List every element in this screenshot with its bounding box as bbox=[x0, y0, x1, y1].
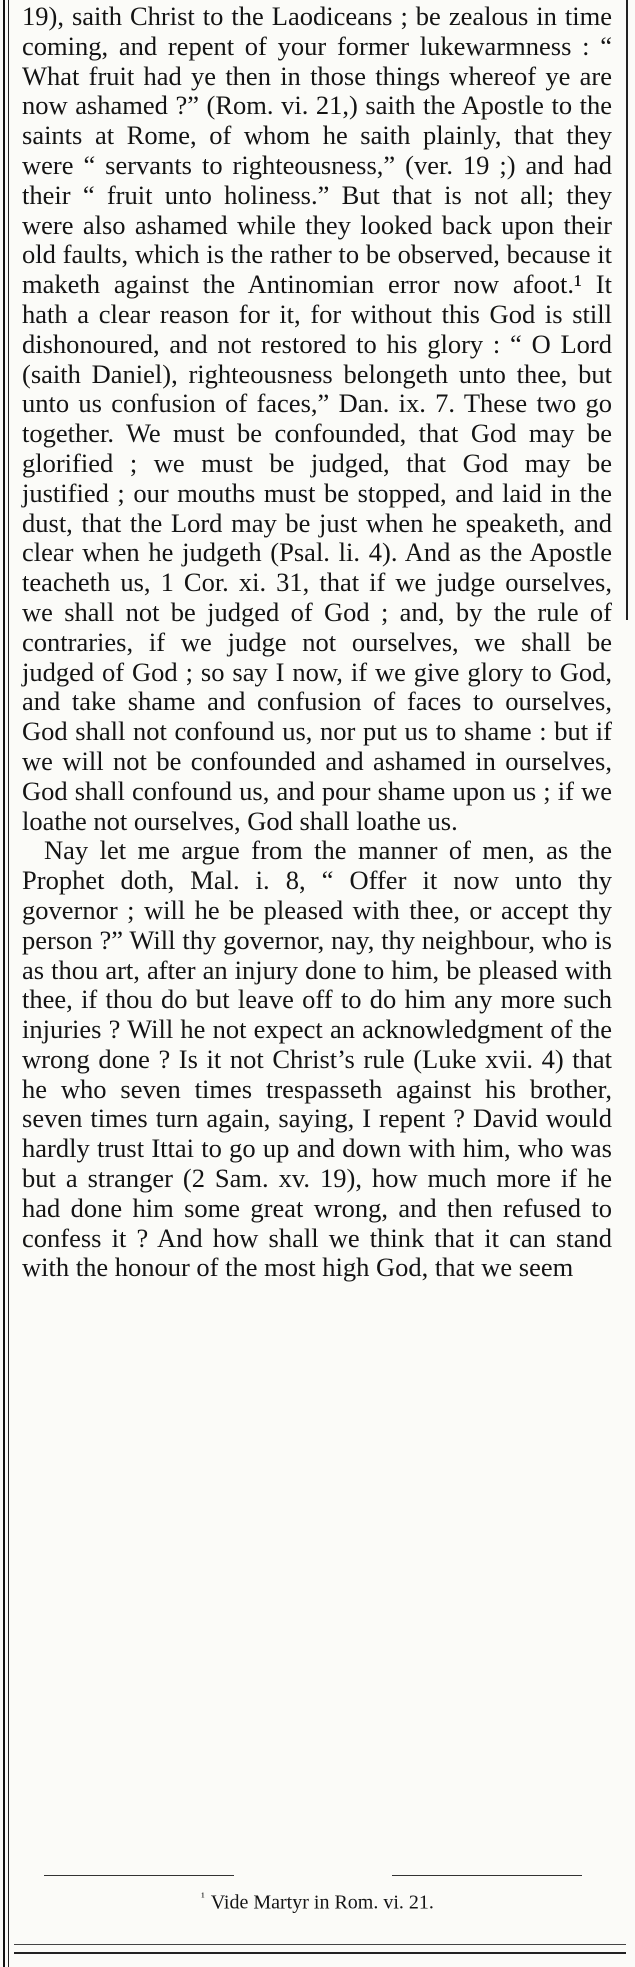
right-column-rule bbox=[626, 0, 628, 620]
bottom-rule-thick bbox=[14, 1952, 626, 1954]
bottom-rule-thin bbox=[14, 1944, 626, 1945]
text-column bbox=[22, 2, 612, 1283]
paragraph-1: 19), saith Christ to the Laodiceans ; be zealous in time coming, and repent of your former lukewarmness : “ What fruit had ye then in those things whereof ye are now ashamed ?” (Rom. vi. 21,) saith the Apostle to the saints at Rome, of whom he saith plainly, that they were “ servants to righteousness,” (ver. 19 ;) and had their “ fruit unto holiness.” But that is not all; they were also ashamed while they looked back upon their old faults, which is the rather to be observed, because it maketh against the Antinomian error now afoot.¹ It hath a clear reason for it, for without this God is still dishonoured, and not restored to his glory : “ O Lord (saith Daniel), righteousness belongeth unto thee, but unto us confusion of faces,” Dan. ix. 7. These two go together. We must be confounded, that God may be glorified ; we must be judged, that God may be justified ; our mouths must be stopped, and laid in the dust, that the Lord may be just when he speaketh, and clear when he judgeth (Psal. li. 4). And as the Apostle teacheth us, 1 Cor. xi. 31, that if we judge ourselves, we shall not be judged of God ; and, by the rule of contraries, if we judge not ourselves, we shall be judged of God ; so say I now, if we give glory to God, and take shame and confusion of faces to ourselves, God shall not confound us, nor put us to shame : but if we will not be confounded and ashamed in ourselves, God shall confound us, and pour shame upon us ; if we loathe not ourselves, God shall loathe us. bbox=[22, 1, 612, 836]
left-inner-rule bbox=[8, 0, 9, 1967]
footnote bbox=[0, 1890, 635, 1915]
left-border-rule bbox=[3, 0, 5, 1967]
footnote-rule-right bbox=[392, 1875, 582, 1876]
paragraph-2: Nay let me argue from the manner of men, as the Prophet doth, Mal. i. 8, “ Offer it now unto thy governor ; will he be pleased with thee, or accept thy person ?” Will thy governor, nay, thy neighbour, who is as thou art, after an injury done to him, be pleased with thee, if thou do but leave off to do him any more such injuries ? Will he not expect an acknowledgment of the wrong done ? Is it not Christ’s rule (Luke xvii. 4) that he who seven times trespasseth against his brother, seven times turn again, saying, I repent ? David would hardly trust Ittai to go up and down with him, who was but a stranger (2 Sam. xv. 19), how much more if he had done him some great wrong, and then refused to confess it ? And how shall we think that it can stand with the honour of the most high God, that we seem bbox=[22, 835, 612, 1283]
footnote-text: Vide Martyr in Rom. vi. 21. bbox=[210, 1891, 434, 1914]
footnote-marker: ¹ bbox=[201, 1890, 205, 1904]
footnote-rule-left bbox=[44, 1875, 234, 1876]
